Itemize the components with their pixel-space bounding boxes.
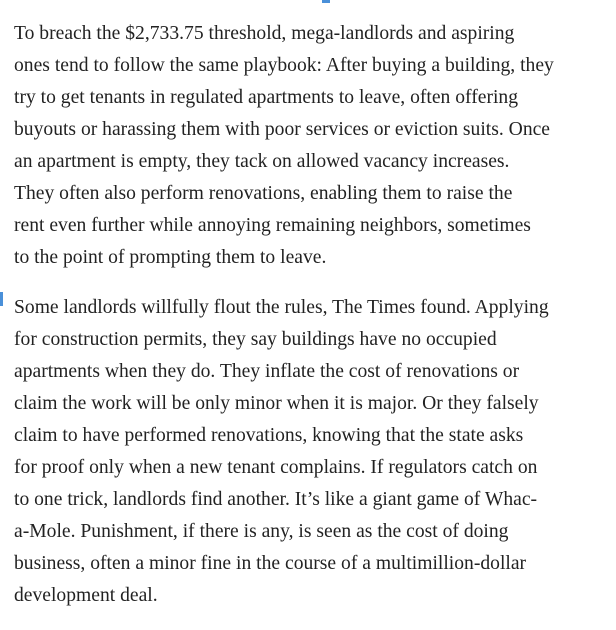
paragraph-line: To breach the $2,733.75 threshold, mega-landlords and aspiring (14, 23, 515, 44)
paragraph (14, 292, 614, 612)
article-body (14, 18, 614, 630)
paragraph-line: for construction permits, they say buildings have no occupied (14, 329, 497, 350)
paragraph-line: rent even further while annoying remaining neighbors, sometimes (14, 215, 531, 236)
selection-marker-side (0, 292, 3, 306)
paragraph-line: business, often a minor fine in the course of a multimillion-dollar (14, 553, 527, 574)
selection-marker-top (322, 0, 330, 3)
paragraph-line: a-Mole. Punishment, if there is any, is seen as the cost of doing (14, 521, 509, 542)
paragraph-line: to the point of prompting them to leave. (14, 247, 327, 268)
paragraph-line: development deal. (14, 585, 158, 606)
paragraph-line: for proof only when a new tenant complains. If regulators catch on (14, 457, 538, 478)
paragraph-line: They often also perform renovations, enabling them to raise the (14, 183, 513, 204)
paragraph-line: ones tend to follow the same playbook: After buying a building, they (14, 55, 554, 76)
paragraph-line: buyouts or harassing them with poor services or eviction suits. Once (14, 119, 551, 140)
paragraph-line: claim to have performed renovations, knowing that the state asks (14, 425, 524, 446)
paragraph-line: claim the work will be only minor when it is major. Or they falsely (14, 393, 539, 414)
paragraph (14, 18, 614, 274)
paragraph-line: an apartment is empty, they tack on allowed vacancy increases. (14, 151, 510, 172)
paragraph-line: apartments when they do. They inflate the cost of renovations or (14, 361, 520, 382)
paragraph-line: to one trick, landlords find another. It’s like a giant game of Whac- (14, 489, 538, 510)
paragraph-line: Some landlords willfully flout the rules, The Times found. Applying (14, 297, 549, 318)
paragraph-line: try to get tenants in regulated apartments to leave, often offering (14, 87, 519, 108)
